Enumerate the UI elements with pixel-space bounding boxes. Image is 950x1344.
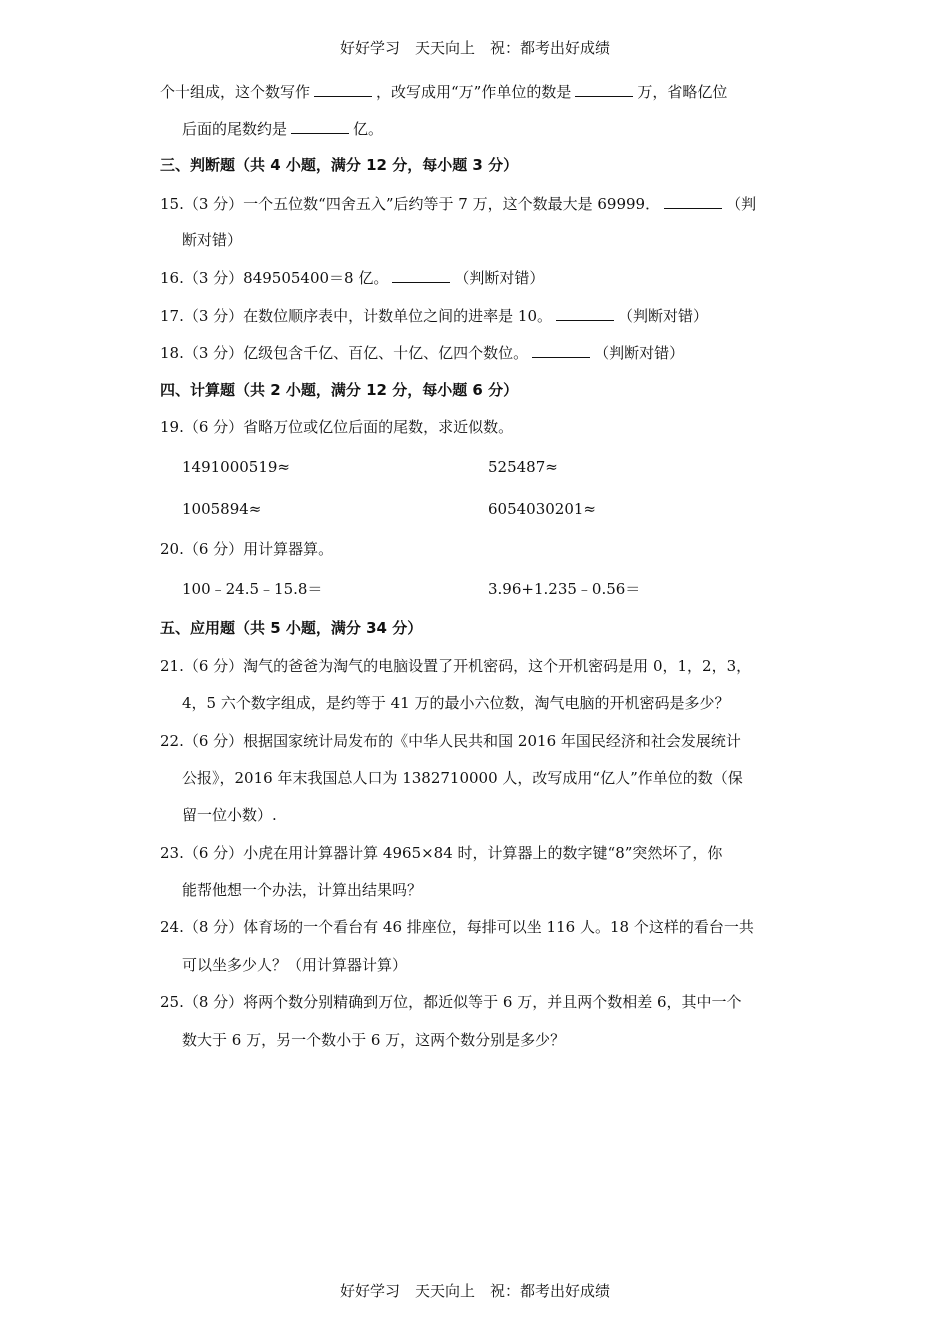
q17-text: 17.（3 分）在数位顺序表中，计数单位之间的进率是 10。 xyxy=(160,307,553,325)
q21-line2: 4，5 六个数字组成，是约等于 41 万的最小六位数，淘气电脑的开机密码是多少？ xyxy=(182,694,730,712)
q24-line2: 可以坐多少人？（用计算器计算） xyxy=(182,956,408,974)
q25-line2: 数大于 6 万，另一个数小于 6 万，这两个数分别是多少？ xyxy=(182,1031,566,1049)
q15-text: 15.（3 分）一个五位数“四舍五入”后约等于 7 万，这个数最大是 69999． xyxy=(160,195,661,213)
q14-blank-2[interactable] xyxy=(575,81,633,97)
q22-line1: 22.（6 分）根据国家统计局发布的《中华人民共和国 2016 年国民经济和社会发展统计 xyxy=(160,732,741,750)
page-footer: 好好学习 天天向上 祝：都考出好成绩 xyxy=(339,1282,610,1300)
q23-line2: 能帮他想一个办法，计算出结果吗？ xyxy=(182,881,423,899)
section-5-title: 五、应用题（共 5 小题，满分 34 分） xyxy=(160,619,423,637)
q20-item-1: 100﹣24.5﹣15.8＝ xyxy=(182,580,323,598)
q14-text-d: 后面的尾数约是 xyxy=(182,120,288,138)
q17-blank[interactable] xyxy=(556,305,614,321)
q16 xyxy=(160,267,544,288)
q16-judge: （判断对错） xyxy=(454,269,545,287)
q21-line1: 21.（6 分）淘气的爸爸为淘气的电脑设置了开机密码，这个开机密码是用 0，1，2，3， xyxy=(160,657,752,675)
q20-text: 20.（6 分）用计算器算。 xyxy=(160,540,334,558)
section-4-title: 四、计算题（共 2 小题，满分 12 分，每小题 6 分） xyxy=(160,381,519,399)
q14-line1 xyxy=(160,81,727,102)
q19-text: 19.（6 分）省略万位或亿位后面的尾数，求近似数。 xyxy=(160,418,514,436)
q18-blank[interactable] xyxy=(532,342,590,358)
q18 xyxy=(160,342,684,363)
q14-text-a: 个十组成，这个数写作 xyxy=(160,83,311,101)
q14-blank-1[interactable] xyxy=(314,81,372,97)
q22-line3: 留一位小数）. xyxy=(182,806,277,824)
q25-line1: 25.（8 分）将两个数分别精确到万位，都近似等于 6 万，并且两个数相差 6，其中一个 xyxy=(160,993,742,1011)
q15-line2: 断对错） xyxy=(182,231,243,249)
q16-blank[interactable] xyxy=(392,267,450,283)
q19-item-2: 525487≈ xyxy=(488,458,558,476)
q20-item-2: 3.96+1.235﹣0.56＝ xyxy=(488,580,641,598)
q19-item-1: 1491000519≈ xyxy=(182,458,291,476)
q18-judge: （判断对错） xyxy=(594,344,685,362)
q15-blank[interactable] xyxy=(664,193,722,209)
q24-line1: 24.（8 分）体育场的一个看台有 46 排座位，每排可以坐 116 人。18 个这样的看台一共 xyxy=(160,918,754,936)
q17-judge: （判断对错） xyxy=(618,307,709,325)
q22-line2: 公报》，2016 年末我国总人口为 1382710000 人，改写成用“亿人”作单位的数（保 xyxy=(182,769,743,787)
q19-item-4: 6054030201≈ xyxy=(488,500,597,518)
q16-text: 16.（3 分）849505400＝8 亿。 xyxy=(160,269,389,287)
q14-line2 xyxy=(182,118,383,139)
q15-line1 xyxy=(160,193,756,214)
q15-judge: （判 xyxy=(726,195,757,213)
q19-item-3: 1005894≈ xyxy=(182,500,262,518)
page-header: 好好学习 天天向上 祝：都考出好成绩 xyxy=(339,39,610,57)
section-3-title: 三、判断题（共 4 小题，满分 12 分，每小题 3 分） xyxy=(160,156,519,174)
q17 xyxy=(160,305,708,326)
q14-text-b: ，改写成用“万”作单位的数是 xyxy=(376,83,572,101)
q23-line1: 23.（6 分）小虎在用计算器计算 4965×84 时，计算器上的数字键“8”突然坏了，你 xyxy=(160,844,723,862)
q14-text-c: 万，省略亿位 xyxy=(637,83,728,101)
q14-blank-3[interactable] xyxy=(291,118,349,134)
q14-text-e: 亿。 xyxy=(353,120,384,138)
q18-text: 18.（3 分）亿级包含千亿、百亿、十亿、亿四个数位。 xyxy=(160,344,529,362)
